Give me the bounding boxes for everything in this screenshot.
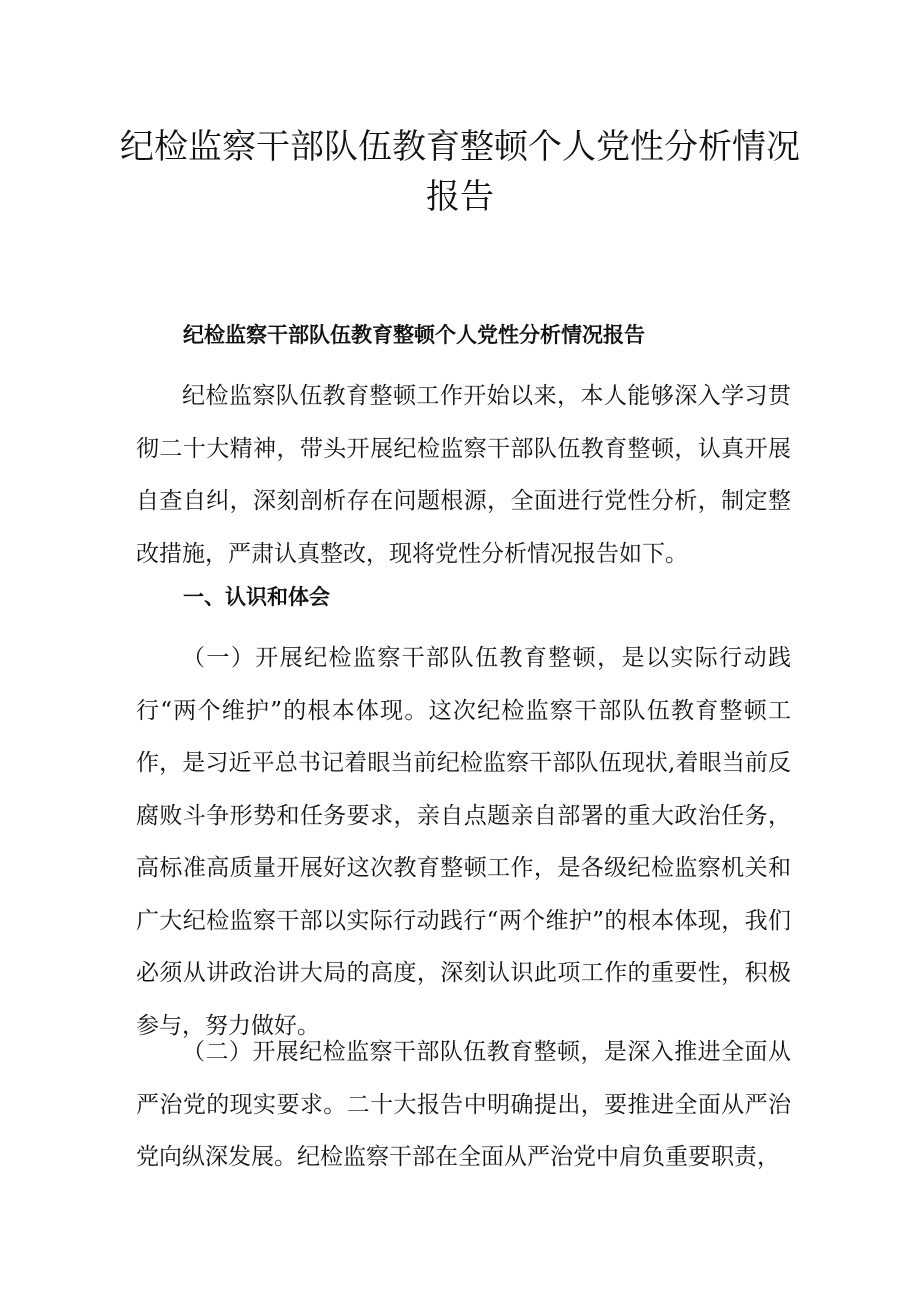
paragraph-one: （一）开展纪检监察干部队伍教育整顿，是以实际行动践行“两个维护”的根本体现。这次纪检监察干部队伍教育整顿工作，是习近平总书记着眼当前纪检监察干部队伍现状,着眼当前反腐败斗争形势和任务要求，亲自点题亲自部署的重大政治任务，高标准高质量开展好这次教育整顿工作，是各级纪检监察机关和广大纪检监察干部以实际行动践行“两个维护”的根本体现，我们必须从讲政治讲大局的高度，深刻认识此项工作的重要性，积极参与，努力做好。 [136,645,791,1039]
section-heading-understanding: 一、认识和体会 [183,585,330,609]
document-title: 纪检监察干部队伍教育整顿个人党性分析情况报告 [120,127,800,217]
report-subtitle: 纪检监察干部队伍教育整顿个人党性分析情况报告 [183,323,645,347]
intro-paragraph: 纪检监察队伍教育整顿工作开始以来，本人能够深入学习贯彻二十大精神，带头开展纪检监察干部队伍教育整顿，认真开展自查自纠，深刻剖析存在问题根源，全面进行党性分析，制定整改措施，严肃认真整改，现将党性分析情况报告如下。 [136,383,791,567]
paragraph-two: （二）开展纪检监察干部队伍教育整顿，是深入推进全面从严治党的现实要求。二十大报告中明确提出，要推进全面从严治党向纵深发展。纪检监察干部在全面从严治党中肩负重要职责， [136,1039,791,1170]
